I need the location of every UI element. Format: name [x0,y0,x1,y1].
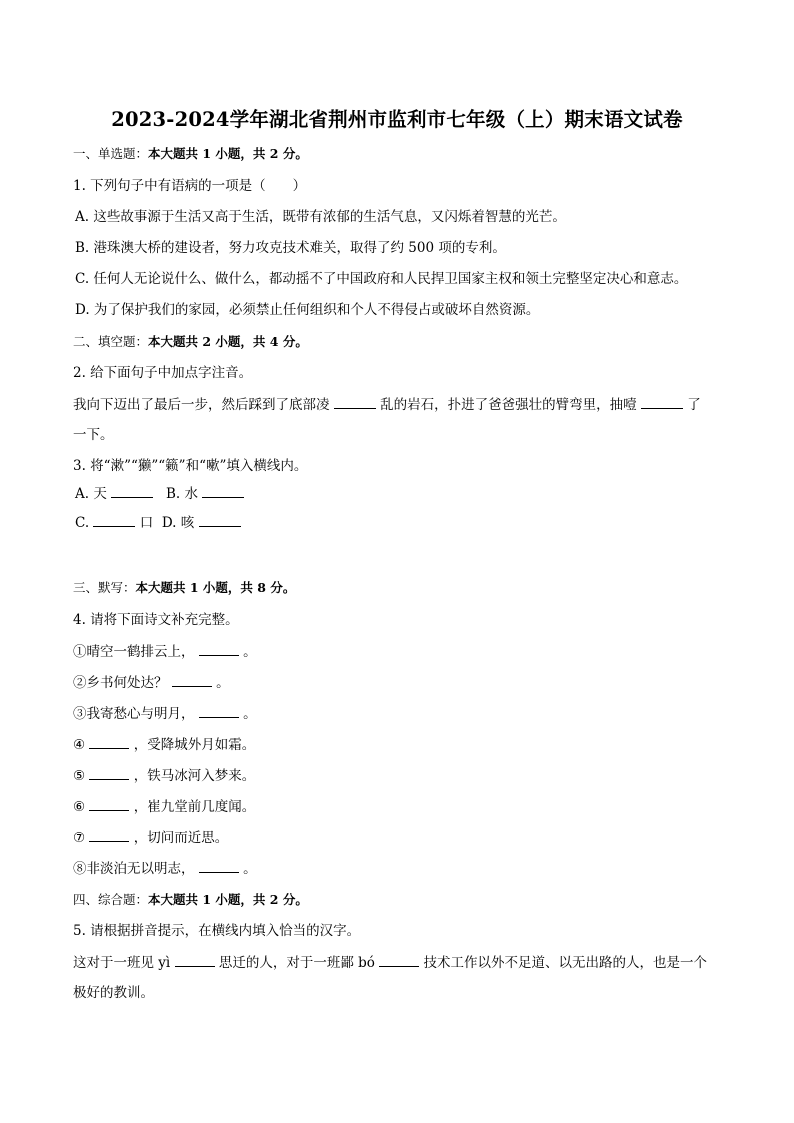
answer-blank[interactable] [199,704,239,718]
section-desc: 本大题共 2 小题，共 4 分。 [148,334,308,349]
poem-text: ②乡书何处达？ [73,675,168,691]
section-desc: 本大题共 1 小题，共 2 分。 [148,892,308,907]
question-5-sentence [73,953,707,972]
answer-blank[interactable] [202,484,244,498]
poem-text: ①晴空一鹤排云上， [73,644,195,660]
poem-text: 。 [243,706,257,722]
question-5-stem: 5. 请根据拼音提示，在横线内填入恰当的汉字。 [73,923,361,939]
poem-text: 。 [243,644,257,660]
poem-text: ，切问而近思。 [133,830,229,846]
question-1-option-c: C. 任何人无论说什么、做什么，都动摇不了中国政府和人民捍卫国家主权和领土完整坚定决心和意志。 [75,271,688,287]
poem-line-1 [73,642,257,661]
poem-text: ⑦ [73,830,86,846]
answer-blank[interactable] [641,395,683,409]
question-1-option-b: B. 港珠澳大桥的建设者，努力攻克技术难关，取得了约 500 项的专利。 [75,240,506,256]
answer-blank[interactable] [199,859,239,873]
poem-text: ④ [73,737,86,753]
question-1-option-d: D. 为了保护我们的家园，必须禁止任何组织和个人不得侵占或破坏自然资源。 [75,302,540,318]
poem-text: ⑤ [73,768,86,784]
sentence-part: 这对于一班见 yì [73,955,171,971]
option-suffix: 口 [139,515,154,531]
question-4-stem: 4. 请将下面诗文补充完整。 [73,612,239,628]
poem-text: 。 [243,861,257,877]
poem-line-4 [73,735,255,754]
poem-line-8 [73,859,257,878]
answer-blank[interactable] [199,642,239,656]
question-1-stem: 1. 下列句子中有语病的一项是（ ） [73,178,307,194]
answer-blank[interactable] [334,395,376,409]
poem-line-5 [73,766,255,785]
poem-line-7 [73,828,228,847]
section-label: 四、综合题： [73,892,149,907]
answer-blank[interactable] [93,513,135,527]
poem-text: ，崔九堂前几度闻。 [133,799,256,815]
answer-blank[interactable] [172,673,212,687]
section-label: 一、单选题： [73,146,149,161]
section-heading-3 [73,579,295,597]
poem-text: ⑥ [73,799,86,815]
section-label: 三、默写： [73,580,136,595]
question-2-stem: 2. 给下面句子中加点字注音。 [73,365,253,381]
question-2-sentence-cont: 一下。 [73,427,114,443]
option-label: C. [75,515,90,531]
poem-text: ，铁马冰河入梦来。 [133,768,256,784]
question-5-sentence-cont: 极好的教训。 [73,985,154,1001]
answer-blank[interactable] [89,828,129,842]
answer-blank[interactable] [379,953,419,967]
option-label: A. 天 [75,486,107,502]
answer-blank[interactable] [175,953,215,967]
section-desc: 本大题共 1 小题，共 2 分。 [148,146,308,161]
option-label: D. 咳 [161,515,195,531]
sentence-part: 了 [687,397,701,413]
section-label: 二、填空题： [73,334,149,349]
sentence-part: 我向下迈出了最后一步，然后踩到了底部凌 [73,397,330,413]
poem-line-6 [73,797,255,816]
answer-blank[interactable] [89,766,129,780]
section-heading-2 [73,333,308,351]
sentence-part: 思迁的人，对于一班鄙 bó [218,955,375,971]
question-1-option-a: A. 这些故事源于生活又高于生活，既带有浓郁的生活气息，又闪烁着智慧的光芒。 [75,209,566,225]
poem-text: ，受降城外月如霜。 [133,737,256,753]
question-2-sentence [73,395,701,414]
poem-line-2 [73,673,230,692]
sentence-part: 乱的岩石，扑进了爸爸强壮的臂弯里，抽噎 [380,397,637,413]
question-3-row-2 [75,513,241,532]
sentence-part: 技术工作以外不足道、以无出路的人，也是一个 [423,955,707,971]
poem-text: 。 [216,675,230,691]
section-heading-1 [73,145,308,163]
section-desc: 本大题共 1 小题，共 8 分。 [135,580,296,595]
poem-line-3 [73,704,257,723]
option-label: B. 水 [166,486,199,502]
answer-blank[interactable] [111,484,153,498]
answer-blank[interactable] [89,735,129,749]
poem-text: ⑧非淡泊无以明志， [73,861,195,877]
answer-blank[interactable] [199,513,241,527]
poem-text: ③我寄愁心与明月， [73,706,195,722]
section-heading-4 [73,891,308,909]
question-3-row-1 [75,484,244,503]
question-3-stem: 3. 将“漱”“獭”“籁”和“嗽”填入横线内。 [73,458,308,474]
page-title: 2023-2024学年湖北省荆州市监利市七年级（上）期末语文试卷 [111,108,683,131]
answer-blank[interactable] [89,797,129,811]
